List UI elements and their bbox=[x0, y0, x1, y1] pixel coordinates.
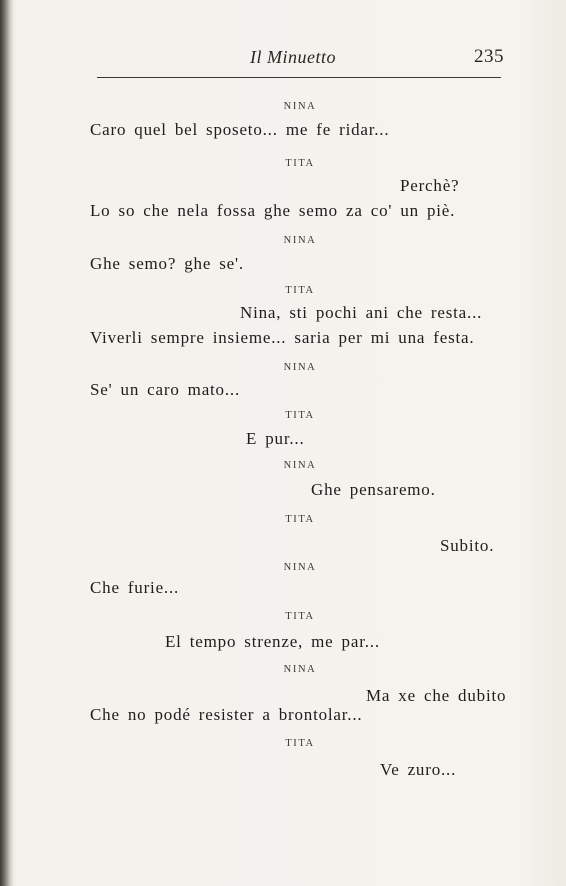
speaker-label: NINA bbox=[283, 664, 317, 675]
running-head-title: Il Minuetto bbox=[250, 47, 336, 67]
speaker-label: NINA bbox=[283, 235, 317, 246]
verse-line: Ve zuro... bbox=[380, 760, 457, 779]
verse-line: Se' un caro mato... bbox=[90, 380, 241, 399]
verse-line: Ghe semo? ghe se'. bbox=[90, 254, 244, 273]
speaker-label: TITA bbox=[285, 611, 315, 622]
speaker-label: NINA bbox=[283, 101, 317, 112]
speaker-label: NINA bbox=[283, 460, 317, 471]
verse-line: Caro quel bel sposeto... me fe ridar... bbox=[90, 120, 390, 139]
verse-line: El tempo strenze, me par... bbox=[165, 632, 380, 651]
page-number: 235 bbox=[474, 46, 504, 67]
verse-line: E pur... bbox=[246, 429, 305, 448]
verse-line: Subito. bbox=[440, 536, 495, 555]
speaker-label: NINA bbox=[283, 562, 317, 573]
verse-line: Lo so che nela fossa ghe semo za co' un piè. bbox=[90, 201, 456, 220]
verse-line: Nina, sti pochi ani che resta... bbox=[240, 303, 483, 322]
verse-line: Ghe pensaremo. bbox=[311, 480, 436, 499]
speaker-label: TITA bbox=[285, 514, 315, 525]
speaker-label: TITA bbox=[285, 285, 315, 296]
verse-line: Che furie... bbox=[90, 578, 180, 597]
running-head bbox=[0, 44, 566, 74]
page-binding-edge bbox=[0, 0, 14, 886]
speaker-label: TITA bbox=[285, 158, 315, 169]
verse-line: Perchè? bbox=[400, 176, 460, 195]
verse-line: Viverli sempre insieme... saria per mi una festa. bbox=[90, 328, 475, 347]
verse-line: Che no podé resister a brontolar... bbox=[90, 705, 363, 724]
speaker-label: TITA bbox=[285, 738, 315, 749]
verse-line: Ma xe che dubito bbox=[366, 686, 507, 705]
speaker-label: TITA bbox=[285, 410, 315, 421]
speaker-label: NINA bbox=[283, 362, 317, 373]
header-rule bbox=[97, 77, 501, 78]
